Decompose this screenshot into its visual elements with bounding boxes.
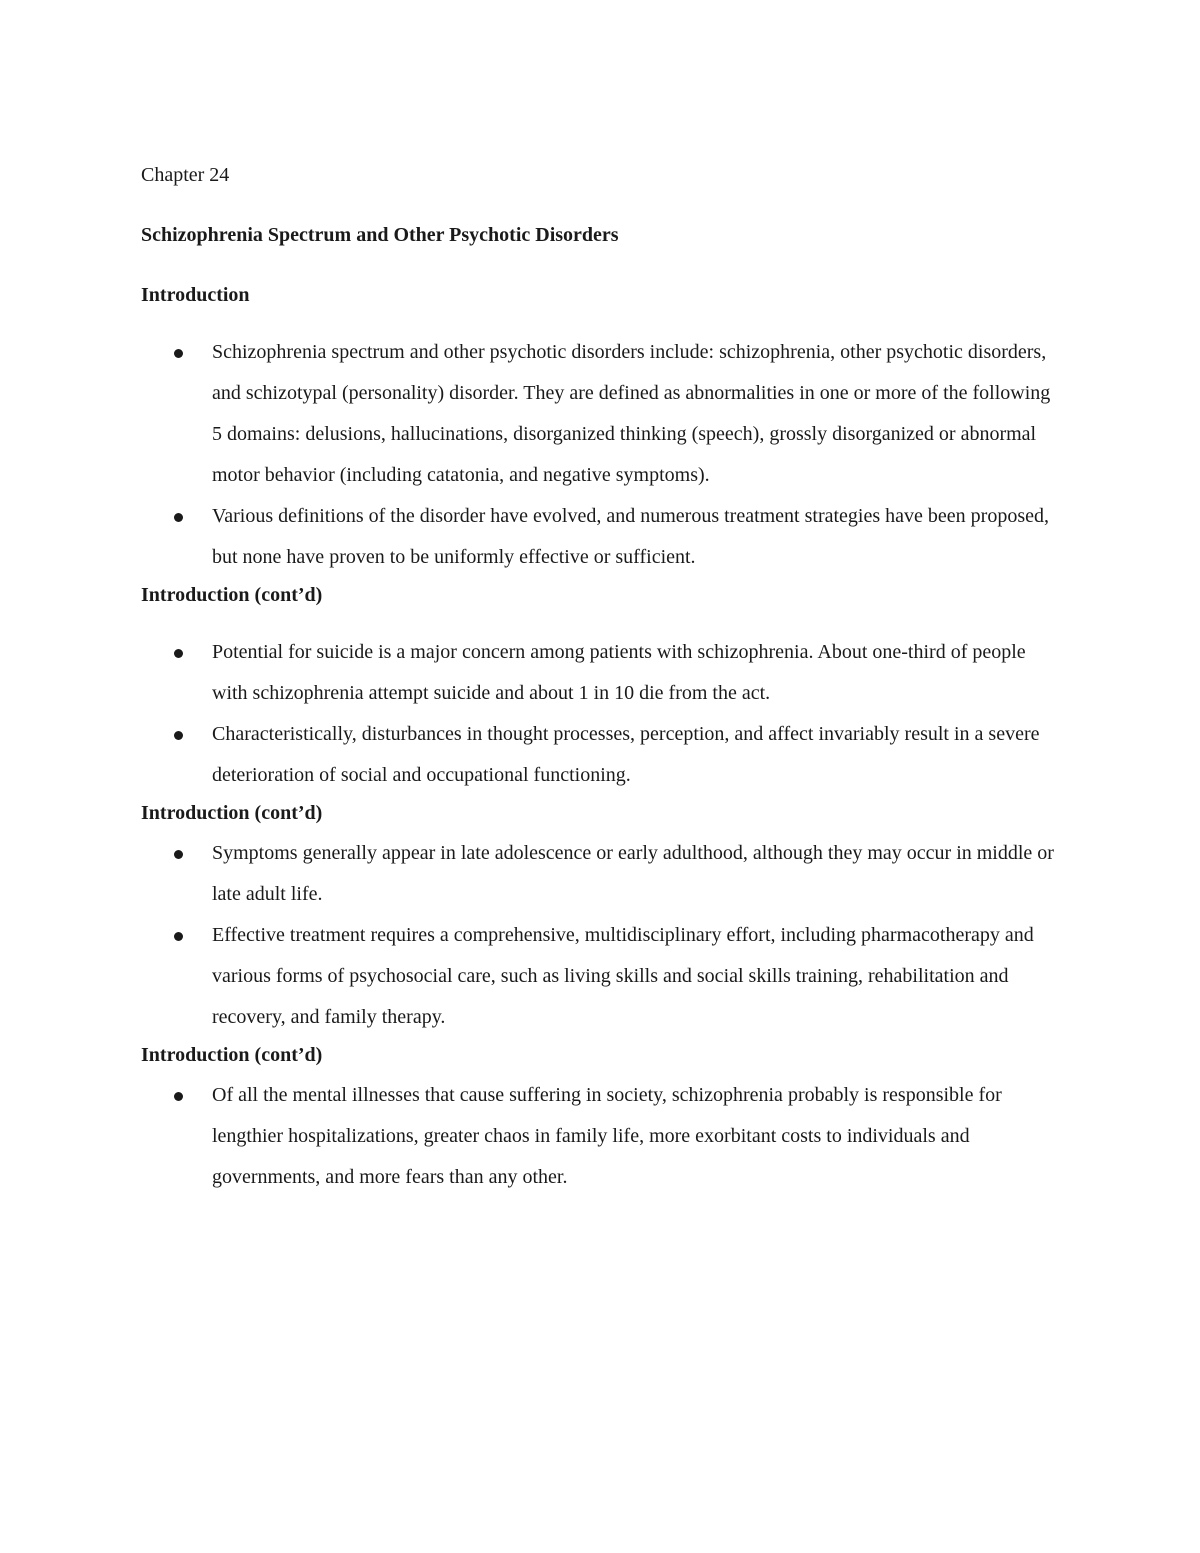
bullet-text: Potential for suicide is a major concern among patients with schizophrenia. About one-third of people with schizophrenia attempt suicide and about 1 in 10 die from the act. xyxy=(212,641,1026,704)
bullet-icon xyxy=(174,731,183,740)
bullet-text: Of all the mental illnesses that cause suffering in society, schizophrenia probably is responsible for lengthier hospitalizations, greater chaos in family life, more exorbitant costs to individuals and governments, and more fears than any other. xyxy=(212,1084,1002,1188)
bullet-icon xyxy=(174,513,183,522)
bullet-text: Effective treatment requires a comprehensive, multidisciplinary effort, including pharmacotherapy and various forms of psychosocial care, such as living skills and social skills training, rehabilitation and recovery, and family therapy. xyxy=(212,924,1034,1028)
bullet-text: Schizophrenia spectrum and other psychotic disorders include: schizophrenia, other psychotic disorders, and schizotypal (personality) disorder. They are defined as abnormalities in one or more of the following 5 domains: delusions, hallucinations, disorganized thinking (speech), grossly disorganized or abnormal motor behavior (including catatonia, and negative symptoms). xyxy=(212,341,1051,486)
bullet-text: Symptoms generally appear in late adolescence or early adulthood, although they may occur in middle or late adult life. xyxy=(212,842,1054,905)
bullet-text: Characteristically, disturbances in thought processes, perception, and affect invariably result in a severe deterioration of social and occupational functioning. xyxy=(212,723,1040,786)
bullet-icon xyxy=(174,850,183,859)
bullet-item xyxy=(141,632,1061,714)
bullet-item xyxy=(141,833,1061,915)
bullet-icon xyxy=(174,349,183,358)
bullet-item xyxy=(141,1075,1061,1198)
document-body xyxy=(141,158,1061,1198)
bullet-icon xyxy=(174,649,183,658)
section-heading: Introduction (cont’d) xyxy=(141,584,323,606)
bullet-icon xyxy=(174,1092,183,1101)
bullet-list xyxy=(141,1075,1061,1198)
section-heading: Introduction (cont’d) xyxy=(141,1044,323,1066)
chapter-label: Chapter 24 xyxy=(141,164,230,186)
bullet-icon xyxy=(174,932,183,941)
bullet-item xyxy=(141,915,1061,1038)
bullet-list xyxy=(141,833,1061,1038)
bullet-text: Various definitions of the disorder have evolved, and numerous treatment strategies have been proposed, but none have proven to be uniformly effective or sufficient. xyxy=(212,505,1049,568)
bullet-item xyxy=(141,332,1061,496)
bullet-item xyxy=(141,714,1061,796)
bullet-item xyxy=(141,496,1061,578)
document-title: Schizophrenia Spectrum and Other Psychotic Disorders xyxy=(141,224,619,246)
section-heading: Introduction (cont’d) xyxy=(141,802,323,824)
bullet-list xyxy=(141,632,1061,796)
bullet-list xyxy=(141,332,1061,578)
section-heading: Introduction xyxy=(141,284,250,306)
